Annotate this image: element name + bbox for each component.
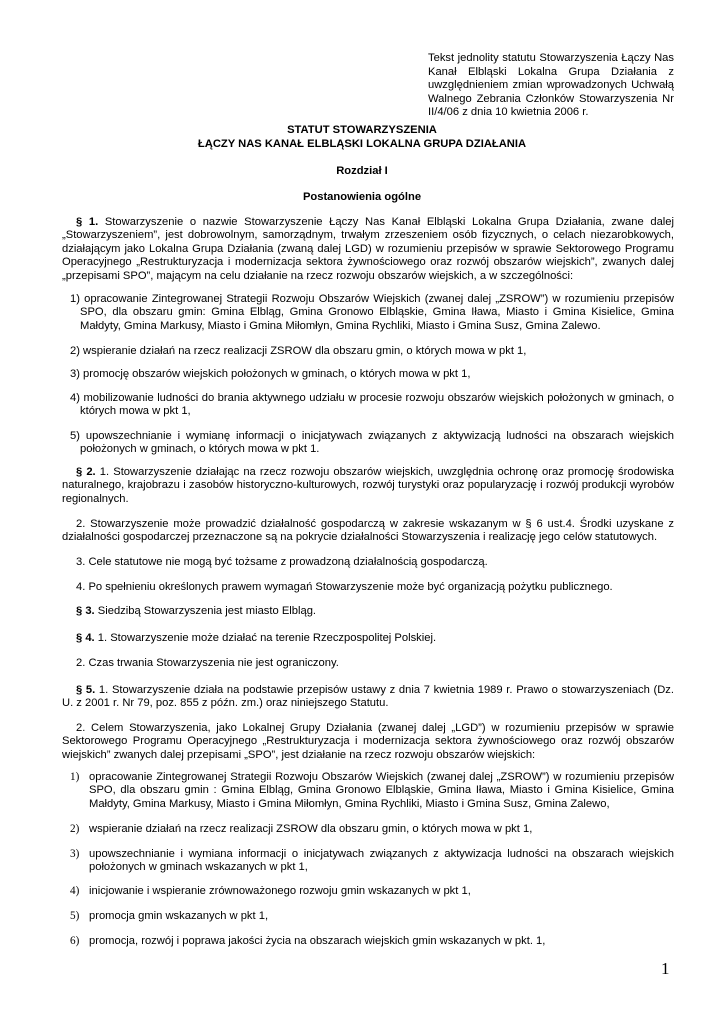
section-2-marker: § 2.	[76, 466, 96, 478]
section-2-paragraph-4: 4. Po spełnieniu określonych prawem wymagań Stowarzyszenie może być organizacją pożytku publicznego.	[76, 581, 613, 593]
section-2-paragraph-2: 2. Stowarzyszenie może prowadzić działalność gospodarczą w zakresie wskazanym w § 6 ust.4. Środki uzyskane z działalności gospodarczej przeznaczone są na pokrycie działalności Stowarzyszenia i realizację jego celów statutowych.	[62, 518, 674, 544]
section-5-item-5	[70, 910, 674, 923]
section-4-paragraph-1	[62, 632, 674, 645]
section-5-text-1: 1. Stowarzyszenie działa na podstawie przepisów ustawy z dnia 7 kwietnia 1989 r. Prawo o stowarzyszeniach (Dz. U. z 2001 r. Nr 79, poz. 855 z późn. zm.) oraz niniejszego Statutu.	[62, 684, 674, 710]
section-3-marker: § 3.	[76, 605, 95, 617]
section-1-marker: § 1.	[76, 216, 99, 228]
section-4-text-1: 1. Stowarzyszenie może działać na terenie Rzeczpospolitej Polskiej.	[94, 632, 437, 644]
section-5-item-3	[70, 848, 674, 875]
header-note: Tekst jednolity statutu Stowarzyszenia Łączy Nas Kanał Elbląski Lokalna Grupa Działania z uwzględnieniem zmian wprowadzonych Uchwałą Walnego Zebrania Członków Stowarzyszenia Nr II/4/06 z dnia 10 kwietnia 2006 r.	[428, 52, 674, 119]
section-5-item-6	[70, 935, 674, 948]
section-1-item-4: 4) mobilizowanie ludności do brania aktywnego udziału w procesie rozwoju obszarów wiejskich położonych w gminach, o których mowa w pkt 1,	[70, 392, 674, 418]
list-item-number: 4)	[70, 885, 80, 897]
section-5-item-4	[70, 885, 674, 898]
section-1-item-5: 5) upowszechnianie i wymianę informacji o inicjatywach związanych z aktywizacją ludności na obszarach wiejskich położonych w gminach, o których mowa w pkt 1.	[70, 430, 674, 456]
list-item-text: promocja gmin wskazanych w pkt 1,	[89, 910, 269, 922]
statute-title-line2: ŁĄCZY NAS KANAŁ ELBLĄSKI LOKALNA GRUPA DZIAŁANIA	[197, 138, 527, 150]
section-1-item-3: 3) promocję obszarów wiejskich położonych w gminach, o których mowa w pkt 1,	[70, 368, 471, 380]
statute-title-line1: STATUT STOWARZYSZENIA	[287, 124, 437, 136]
page-number: 1	[661, 959, 670, 978]
list-item-number: 6)	[70, 935, 80, 947]
list-item-number: 5)	[70, 910, 80, 922]
chapter-subtitle: Postanowienia ogólne	[302, 191, 422, 203]
section-4-paragraph-2: 2. Czas trwania Stowarzyszenia nie jest ograniczony.	[76, 657, 339, 669]
list-item-text: promocja, rozwój i poprawa jakości życia na obszarach wiejskich gmin wskazanych w pkt. 1,	[89, 935, 546, 947]
section-5-item-2	[70, 823, 674, 836]
list-item-number: 2)	[70, 823, 80, 835]
section-5-paragraph-2: 2. Celem Stowarzyszenia, jako Lokalnej Grupy Działania (zwanej dalej „LGD”) w rozumieniu przepisów w sprawie Sektorowego Programu Operacyjnego „Restrukturyzacja i modernizacja sektora żywnościowego oraz rozwój obszarów wiejskich” zwanych dalej przepisami „SPO”, jest działanie na rzecz rozwoju obszarów wiejskich:	[62, 722, 674, 761]
section-5-marker: § 5.	[76, 684, 96, 696]
section-2-paragraph-1	[62, 466, 674, 506]
section-4-marker: § 4.	[76, 632, 95, 644]
section-2-paragraph-3: 3. Cele statutowe nie mogą być tożsame z prowadzoną działalnością gospodarczą.	[76, 556, 488, 568]
section-5-paragraph-1	[62, 684, 674, 711]
list-item-number: 1)	[70, 771, 80, 783]
section-1-item-2: 2) wspieranie działań na rzecz realizacji ZSROW dla obszaru gmin, o których mowa w pkt 1,	[70, 345, 527, 357]
list-item-text: upowszechnianie i wymiana informacji o inicjatywach związanych z aktywizacja ludności na obszarach wiejskich położonych w gminach wskazanych w pkt 1,	[89, 848, 674, 874]
list-item-text: opracowanie Zintegrowanej Strategii Rozwoju Obszarów Wiejskich (zwanej dalej „ZSROW”) w rozumieniu przepisów SPO, dla obszaru gmin : Gmina Elbląg, Gmina Gronowo Elbląskie, Gmina Iława, Miasto i Gmina Kisielice, Gmina Małdyty, Gmina Markusy, Miasto i Gmina Miłomłyn, Gmina Rychliki, Miasto i Gmina Susz, Gmina Zalewo,	[89, 771, 674, 810]
section-3-paragraph	[62, 605, 674, 618]
chapter-heading: Rozdział I	[336, 165, 388, 177]
section-1-text: Stowarzyszenie o nazwie Stowarzyszenie Łączy Nas Kanał Elbląski Lokalna Grupa Działania, zwane dalej „Stowarzyszeniem”, jest dobrowolnym, samorządnym, trwałym zrzeszeniem osób fizycznych, o celach niezarobkowych, działającym jako Lokalna Grupa Działania (zwaną dalej LGD) w rozumieniu przepisów w sprawie Sektorowego Programu Operacyjnego „Restrukturyzacja i modernizacja sektora żywnościowego oraz rozwój obszarów wiejskich”, zwanych dalej „przepisami SPO”, mającym na celu działanie na rzecz rozwoju obszarów wiejskich, a w szczególności:	[62, 216, 674, 282]
list-item-number: 3)	[70, 848, 80, 860]
section-1-item-1: 1) opracowanie Zintegrowanej Strategii Rozwoju Obszarów Wiejskich (zwanej dalej „ZSROW”) w rozumieniu przepisów SPO, dla obszaru gmin: Gmina Elbląg, Gmina Gronowo Elbląskie, Gmina Iława, Miasto i Gmina Kisielice, Gmina Małdyty, Gmina Markusy, Miasto i Gmina Miłomłyn, Gmina Rychliki, Miasto i Gmina Susz, Gmina Zalewo.	[70, 293, 674, 332]
section-3-text: Siedzibą Stowarzyszenia jest miasto Elbląg.	[94, 605, 317, 617]
section-1-paragraph	[62, 216, 674, 283]
section-2-text-1: 1. Stowarzyszenie działając na rzecz rozwoju obszarów wiejskich, uwzględnia ochronę oraz promocję środowiska naturalnego, krajobrazu i zasobów historyczno-kulturowych, rozwój turystyki oraz popularyzację i rozwój produkcji wyrobów regionalnych.	[62, 466, 674, 505]
list-item-text: inicjowanie i wspieranie zrównoważonego rozwoju gmin wskazanych w pkt 1,	[89, 885, 471, 897]
list-item-text: wspieranie działań na rzecz realizacji ZSROW dla obszaru gmin, o których mowa w pkt 1,	[89, 823, 533, 835]
section-5-item-1	[70, 771, 674, 811]
